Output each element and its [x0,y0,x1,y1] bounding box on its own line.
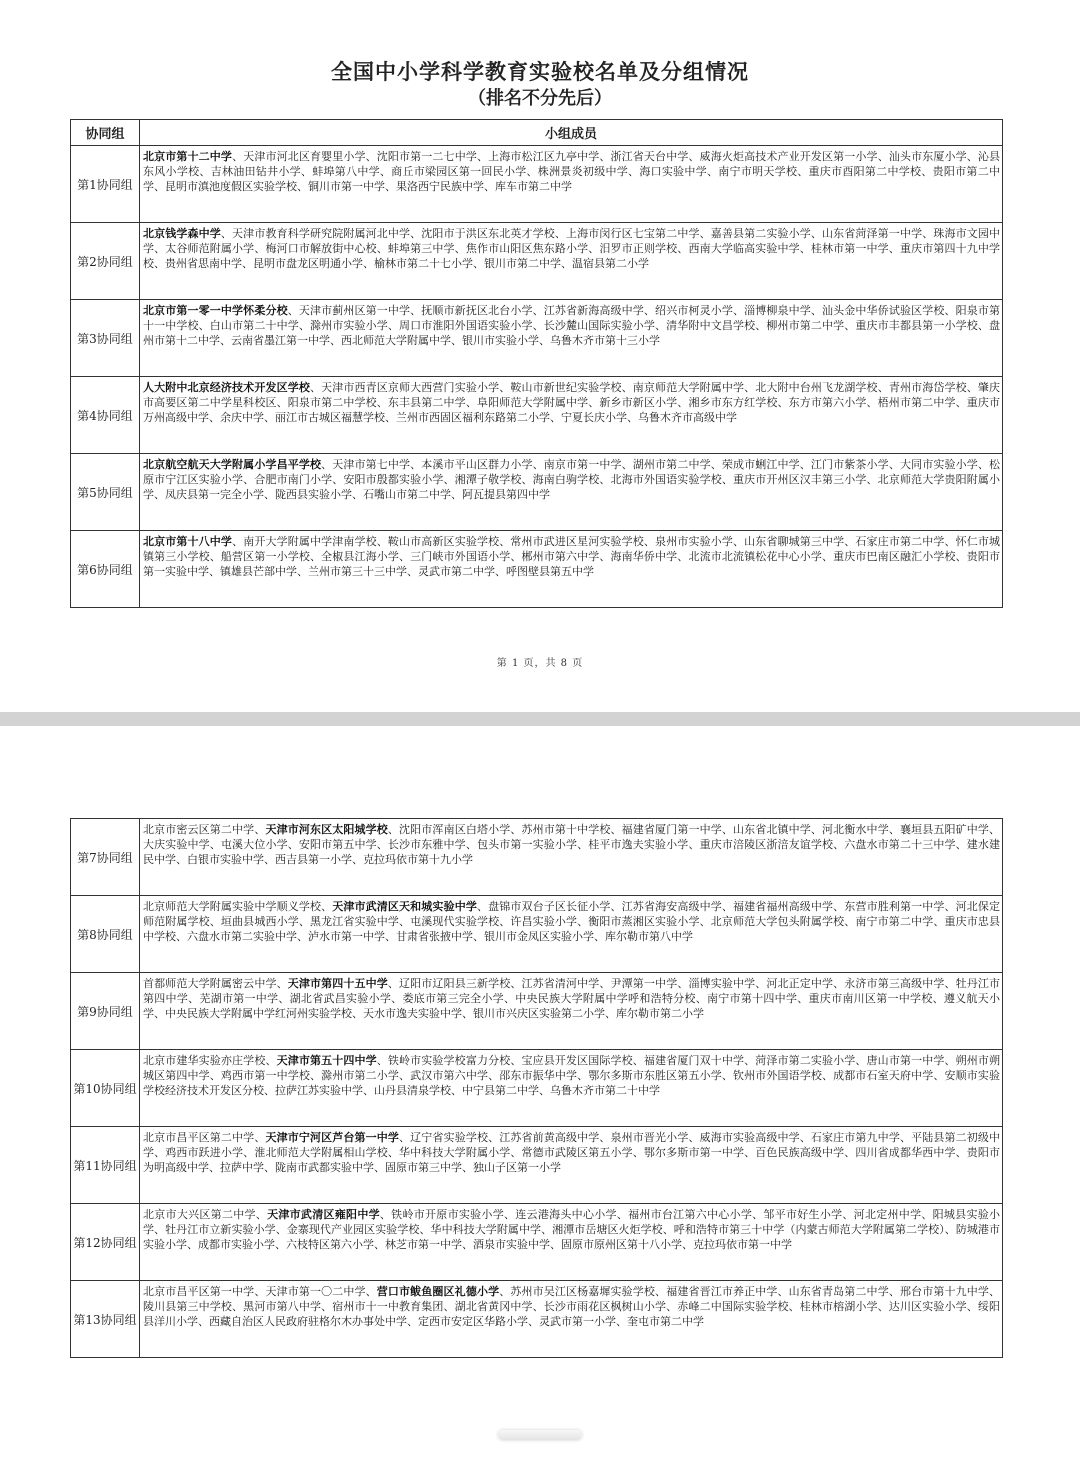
lead-school: 北京航空航天大学附属小学昌平学校 [143,458,322,471]
table-row [71,454,1003,531]
member-schools: 、辽阳市辽阳县三新学校、江苏省清河中学、尹潭第一中学、淄博实验中学、河北正定中学、永济市第三高级中学、牡丹江市第四中学、芜湖市第一中学、湖北省武昌实验小学、娄底市第三完全小学、中央民族大学附属中学呼和浩特分校、南宁市第十四中学、重庆市南川区第一中学校、遵义航天小学、中央民族大学附属中学红河州实验学校、天水市逸夫实验中学、银川市兴庆区实验第二小学、库尔勒市第二小学 [143,977,1001,1020]
member-schools: 、天津市第七中学、本溪市平山区群力小学、南京市第一中学、湖州市第二中学、荣成市蜊江中学、江门市紫茶小学、大同市实验小学、松原市宁江区实验小学、合肥市南门小学、安阳市殷都实验小学、湘潭子敬学校、海南白驹学校、北海市外国语实验学校、重庆市开州区汉丰第三小学、北京师范大学贵阳附属小学、凤庆县第一完全小学、陇西县实验小学、石嘴山市第二中学、阿瓦提县第四中学 [143,458,1000,501]
group-name: 第4协同组 [71,377,140,454]
group-name: 第12协同组 [71,1204,140,1281]
group-members [140,1127,1003,1204]
group-name: 第8协同组 [71,896,140,973]
group-name: 第9协同组 [71,973,140,1050]
group-members [140,819,1003,896]
member-schools: 、铁岭市实验学校富力分校、宝应县开发区国际学校、福建省厦门双十中学、菏泽市第二实验小学、唐山市第一中学、朔州市朔城区第四中学、鸡西市第一中学校、滁州市第二小学、武汉市第六中学、邵东市振华中学、鄂尔多斯市东胜区第五小学、钦州市外国语学校、成都市石室天府中学、安顺市实验学校经济技术开发区分校、拉萨江苏实验中学、山丹县清泉学校、中宁县第二中学、乌鲁木齐市第二十中学 [143,1054,1000,1097]
document-page-1 [0,0,1080,712]
lead-school: 天津市第四十五中学 [287,977,388,990]
member-schools-prefix: 北京市昌平区第一中学、天津市第一〇二中学、 [143,1285,377,1298]
group-members [140,1281,1003,1358]
group-members [140,1050,1003,1127]
lead-school: 天津市武清区雍阳中学 [267,1208,380,1221]
member-schools-prefix: 北京市密云区第二中学、 [143,823,266,836]
lead-school: 人大附中北京经济技术开发区学校 [143,381,310,394]
page-divider [0,712,1080,726]
group-members [140,896,1003,973]
table-header-row [71,120,1003,146]
group-members [140,377,1003,454]
member-schools-prefix: 北京师范大学附属实验中学顺义学校、 [143,900,333,913]
member-schools: 、天津市河北区育婴里小学、沈阳市第一二七中学、上海市松江区九亭中学、浙江省天台中学、威海火炬高技术产业开发区第一小学、汕头市东厦小学、沁县东风小学校、吉林油田钻井小学、蚌埠第八中学、商丘市梁园区第一回民小学、株洲景炎初级中学、海口实验中学、南宁市明天学校、重庆市酉阳第二中学校、贵阳市第二中学、昆明市滇池度假区实验学校、铜川市第一中学、果洛西宁民族中学、库车市第二中学 [143,150,1001,193]
group-members [140,531,1003,608]
group-members [140,973,1003,1050]
lead-school: 天津市武清区天和城实验中学 [332,900,477,913]
scroll-indicator[interactable] [498,1430,582,1440]
table-row [71,146,1003,223]
group-name: 第6协同组 [71,531,140,608]
page-footer: 第 1 页，共 8 页 [496,658,584,669]
group-name: 第11协同组 [71,1127,140,1204]
member-schools: 、天津市西青区京师大西营门实验小学、鞍山市新世纪实验学校、南京师范大学附属中学、北大附中台州飞龙湖学校、青州市海岱学校、肇庆市高要区第二中学星科校区、阳泉市第二中学校、东丰县第二中学、阜阳师范大学附属中学、新乡市新区小学、湘乡市东方红学校、东方市第六小学、梧州市第二中学、重庆市万州高级中学、余庆中学、丽江市古城区福慧学校、兰州市西固区福利东路第二小学、宁夏长庆小学、乌鲁木齐市高级中学 [143,381,1001,424]
member-schools: 、铁岭市开原市实验小学、连云港海头中心小学、福州市台江第六中心小学、邹平市好生小学、河北定州中学、阳城县实验小学、牡丹江市立新实验小学、金寨现代产业园区实验学校、华中科技大学附属中学、湘潭市岳塘区火炬学校、呼和浩特市第三十中学（内蒙古师范大学附属第二学校）、防城港市实验小学、成都市实验小学、六枝特区第六小学、林芝市第一中学、酒泉市实验中学、固原市原州区第十八小学、克拉玛依市第一中学 [143,1208,1001,1251]
member-schools: 、天津市教育科学研究院附属河北中学、沈阳市于洪区东北英才学校、上海市闵行区七宝第二中学、嘉善县第二实验小学、山东省菏泽第一中学、珠海市文园中学、太谷师范附属小学、梅河口市解放街中心校、蚌埠第三中学、焦作市山阳区焦东路小学、汨罗市正则学校、西南大学临高实验中学、桂林市第一中学、重庆市第四十九中学校、贵州省思南中学、昆明市盘龙区明通小学、榆林市第二十七小学、银川市第二中学、温宿县第二小学 [143,227,1000,270]
group-name: 第1协同组 [71,146,140,223]
table-row [71,300,1003,377]
table-row [71,896,1003,973]
member-schools-prefix: 首都师范大学附属密云中学、 [143,977,288,990]
lead-school: 北京市第十八中学 [143,535,233,548]
member-schools-prefix: 北京市建华实验亦庄学校、 [143,1054,277,1067]
group-name: 第2协同组 [71,223,140,300]
page-subtitle: （排名不分先后） [468,88,612,109]
group-name: 第13协同组 [71,1281,140,1358]
lead-school: 北京市第十二中学 [143,150,233,163]
group-members [140,454,1003,531]
header-group: 协同组 [71,120,140,146]
group-name: 第7协同组 [71,819,140,896]
table-row [71,1127,1003,1204]
lead-school: 天津市河东区太阳城学校 [265,823,388,836]
lead-school: 天津市宁河区芦台第一中学 [265,1131,400,1144]
table-row [71,1204,1003,1281]
lead-school: 天津市第五十四中学 [276,1054,377,1067]
group-name: 第5协同组 [71,454,140,531]
group-members [140,1204,1003,1281]
member-schools: 、天津市蓟州区第一中学、抚顺市新抚区北台小学、江苏省新海高级中学、绍兴市柯灵小学、淄博柳泉中学、汕头金中华侨试验区学校、阳泉市第十一中学校、白山市第二十中学、滁州市实验小学、周口市淮阳外国语实验小学、长沙麓山国际实验小学、清华附中文昌学校、柳州市第二中学、重庆市丰都县第一小学校、盘州市第十二中学、云南省墨江第一中学、西北师范大学附属中学、银川市实验小学、乌鲁木齐市第十三小学 [143,304,1001,347]
member-schools: 、辽宁省实验学校、江苏省前黄高级中学、泉州市晋光小学、威海市实验高级中学、石家庄市第九中学、平陆县第二初级中学、鸡西市跃进小学、淮北师范大学附属相山学校、华中科技大学附属小学、常德市武陵区第五小学、鄂尔多斯市第一中学、百色民族高级中学、四川省成都华西中学、贵阳市为明高级中学、拉萨中学、陇南市武都实验中学、固原市第三中学、独山子区第一小学 [143,1131,1001,1174]
group-name: 第3协同组 [71,300,140,377]
member-schools-prefix: 北京市大兴区第二中学、 [143,1208,268,1221]
group-members [140,300,1003,377]
member-schools: 、盘锦市双台子区长征小学、江苏省海安高级中学、福建省福州高级中学、东营市胜利第一中学、河北保定师范附属学校、垣曲县城西小学、黑龙江省实验中学、屯溪现代实验学校、许昌实验小学、衡阳市蒸湘区实验小学、北京师范大学包头附属学校、南宁市第二中学、重庆市忠县中学校、六盘水市第二实验中学、泸水市第一中学、甘肃省张掖中学、银川市金凤区实验小学、库尔勒市第八中学 [143,900,1001,943]
table-row [71,531,1003,608]
member-schools: 、南开大学附属中学津南学校、鞍山市高新区实验学校、常州市武进区星河实验学校、泉州市实验小学、山东省聊城第三中学、石家庄市第二中学、怀仁市城镇第三小学校、船营区第一小学校、全椒县江海小学、三门峡市外国语小学、郴州市第六中学、海南华侨中学、北流市北流镇松花中心小学、重庆市巴南区融汇小学校、贵阳市第一实验中学、镇雄县芒部中学、兰州市第三十三中学、灵武市第二中学、呼图壁县第五中学 [143,535,1001,578]
member-schools: 、苏州市吴江区杨嘉墀实验学校、福建省晋江市养正中学、山东省青岛第二中学、邢台市第十九中学、陵川县第三中学校、黑河市第八中学、宿州市十一中教育集团、湖北省黄冈中学、长沙市雨花区枫树山小学、赤峰二中国际实验学校、桂林市榕湖小学、达川区实验小学、绥阳县洋川小学、西藏自治区人民政府驻格尔木办事处中学、定西市安定区华路小学、灵武市第一小学、奎屯市第二中学 [143,1285,1001,1328]
table-row [71,973,1003,1050]
page-title: 全国中小学科学教育实验校名单及分组情况 [331,59,749,84]
lead-school: 营口市鲅鱼圈区礼德小学 [376,1285,500,1298]
member-schools: 、沈阳市浑南区白塔小学、苏州市第十中学校、福建省厦门第一中学、山东省北镇中学、河北衡水中学、襄垣县五阳矿中学、大庆实验中学、屯溪大位小学、安阳市第五中学、长沙市东雅中学、包头市第一实验小学、桂平市逸夫实验小学、重庆市涪陵区浙涪友谊学校、六盘水市第二十三中学、建水建民中学、白银市实验中学、西吉县第一小学、克拉玛依市第十九小学 [143,823,1001,866]
member-schools-prefix: 北京市昌平区第二中学、 [143,1131,266,1144]
group-name: 第10协同组 [71,1050,140,1127]
table-row [71,1281,1003,1358]
table-row [71,377,1003,454]
table-row [71,223,1003,300]
groups-table-part-2 [70,818,1003,1358]
lead-school: 北京市第一零一中学怀柔分校 [143,304,288,317]
group-members [140,223,1003,300]
table-row [71,819,1003,896]
table-row [71,1050,1003,1127]
lead-school: 北京钱学森中学 [143,227,221,240]
header-members: 小组成员 [140,120,1003,146]
group-members [140,146,1003,223]
groups-table-part-1 [70,119,1003,608]
